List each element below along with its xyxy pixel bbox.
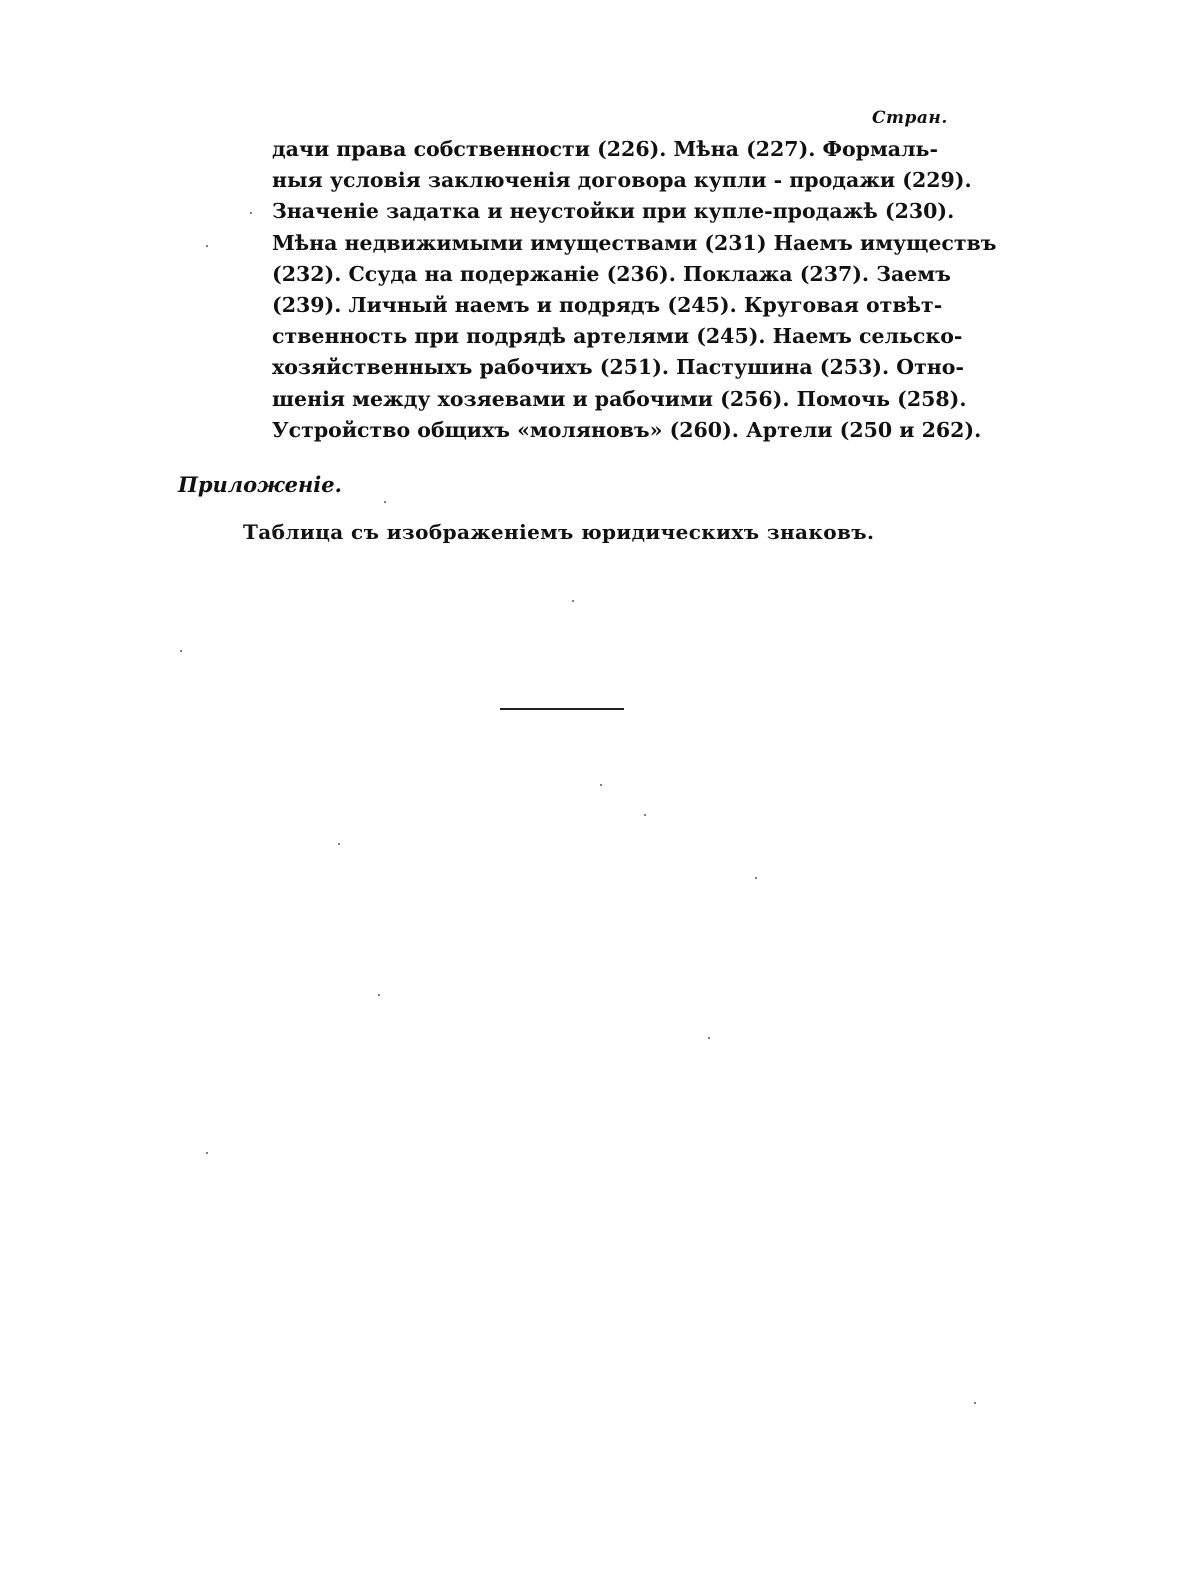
scan-speck: [180, 650, 182, 652]
toc-line: Мѣна недвижимыми имуществами (231) Наемъ имуществъ: [272, 230, 997, 255]
toc-line: шенія между хозяевами и рабочими (256). Помочь (258).: [272, 386, 967, 411]
scan-speck: [644, 814, 646, 816]
end-divider: [500, 708, 624, 710]
scan-speck: [338, 843, 340, 845]
toc-line: дачи права собственности (226). Мѣна (227). Формаль-: [272, 137, 938, 161]
toc-line: Значеніе задатка и неустойки при купле-продажѣ (230).: [272, 199, 955, 224]
toc-line: ственность при подрядѣ артелями (245). Наемъ сельско-: [272, 324, 963, 349]
scan-speck: [708, 1037, 710, 1039]
scan-speck: [600, 784, 602, 786]
scan-speck: [384, 501, 386, 503]
scan-speck: [206, 245, 208, 247]
scan-speck: [572, 600, 574, 602]
scan-speck: [378, 994, 380, 996]
toc-line: ныя условія заключенія договора купли - продажи (229).: [272, 168, 972, 193]
page-column-label: Стран.: [872, 108, 948, 128]
appendix-heading: Приложеніе.: [178, 472, 342, 497]
scan-speck: [206, 1152, 208, 1154]
scan-speck: [755, 877, 757, 879]
scan-speck: [974, 1402, 976, 1404]
toc-line: хозяйственныхъ рабочихъ (251). Пастушина (253). Отно-: [272, 355, 964, 380]
toc-line: Устройство общихъ «моляновъ» (260). Артели (250 и 262).: [272, 417, 982, 442]
toc-entry-text: [272, 134, 997, 446]
toc-line: (239). Личный наемъ и подрядъ (245). Круговая отвѣт-: [272, 292, 943, 317]
scan-speck: [250, 212, 252, 214]
toc-line: (232). Ссуда на подержаніе (236). Поклажа (237). Заемъ: [272, 261, 951, 286]
appendix-item: Таблица съ изображеніемъ юридическихъ знаковъ.: [243, 520, 875, 544]
